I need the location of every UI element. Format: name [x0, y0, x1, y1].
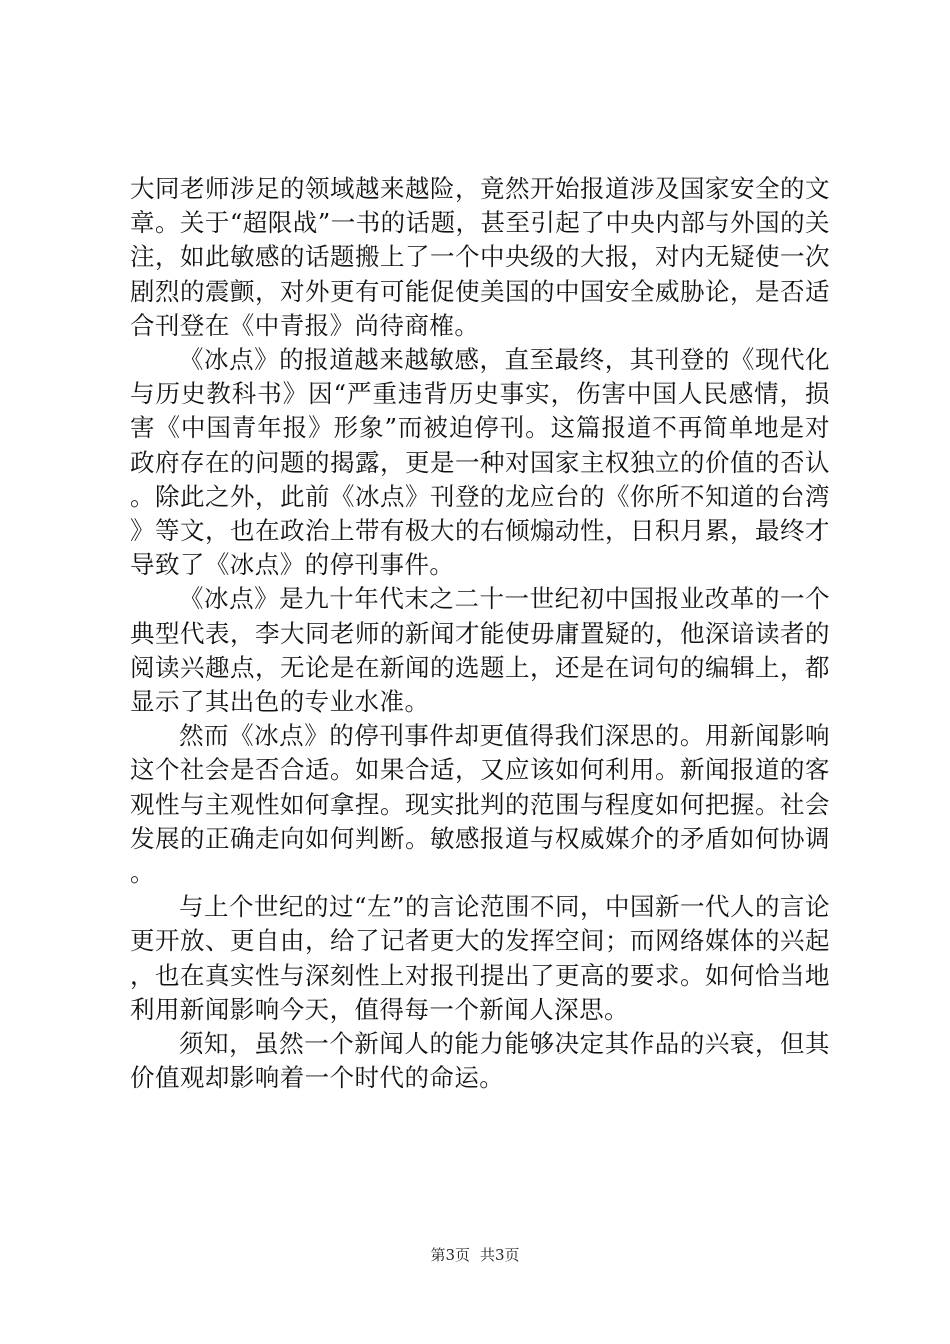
- paragraph-4: 然而《冰点》的停刊事件却更值得我们深思的。用新闻影响这个社会是否合适。如果合适，又应该如何利用。新闻报道的客观性与主观性如何拿捏。现实批判的范围与程度如何把握。社会发展的正确走向如何判断。敏感报道与权威媒介的矛盾如何协调。: [130, 721, 830, 888]
- paragraph-1: 大同老师涉足的领域越来越险，竟然开始报道涉及国家安全的文章。关于“超限战”一书的话题，甚至引起了中央内部与外国的关注，如此敏感的话题搬上了一个中央级的大报，对内无疑使一次剧烈的震颤，对外更有可能促使美国的中国安全威胁论，是否适合刊登在《中青报》尚待商榷。: [130, 174, 830, 340]
- paragraph-5: 与上个世纪的过“左”的言论范围不同，中国新一代人的言论更开放、更自由，给了记者更大的发挥空间；而网络媒体的兴起，也在真实性与深刻性上对报刊提出了更高的要求。如何恰当地利用新闻影响今天，值得每一个新闻人深思。: [130, 892, 830, 1024]
- paragraph-3: 《冰点》是九十年代末之二十一世纪初中国报业改革的一个典型代表，李大同老师的新闻才能使毋庸置疑的，他深谙读者的阅读兴趣点，无论是在新闻的选题上，还是在词句的编辑上，都显示了其出色的专业水准。: [130, 584, 830, 717]
- page-total: 共3页: [480, 1246, 520, 1264]
- page-number: 第3页: [430, 1246, 470, 1264]
- paragraph-2: 《冰点》的报道越来越敏感，直至最终，其刊登的《现代化与历史教科书》因“严重违背历史事实，伤害中国人民感情，损害《中国青年报》形象”而被迫停刊。这篇报道不再简单地是对政府存在的问题的揭露，更是一种对国家主权独立的价值的否认。除此之外，此前《冰点》刊登的龙应台的《你所不知道的台湾》等文，也在政治上带有极大的右倾煽动性，日积月累，最终才导致了《冰点》的停刊事件。: [130, 345, 830, 580]
- paragraph-6: 须知，虽然一个新闻人的能力能够决定其作品的兴衰，但其价值观却影响着一个时代的命运。: [130, 1029, 830, 1093]
- body-text: [130, 172, 830, 1095]
- page-footer: [0, 1245, 950, 1265]
